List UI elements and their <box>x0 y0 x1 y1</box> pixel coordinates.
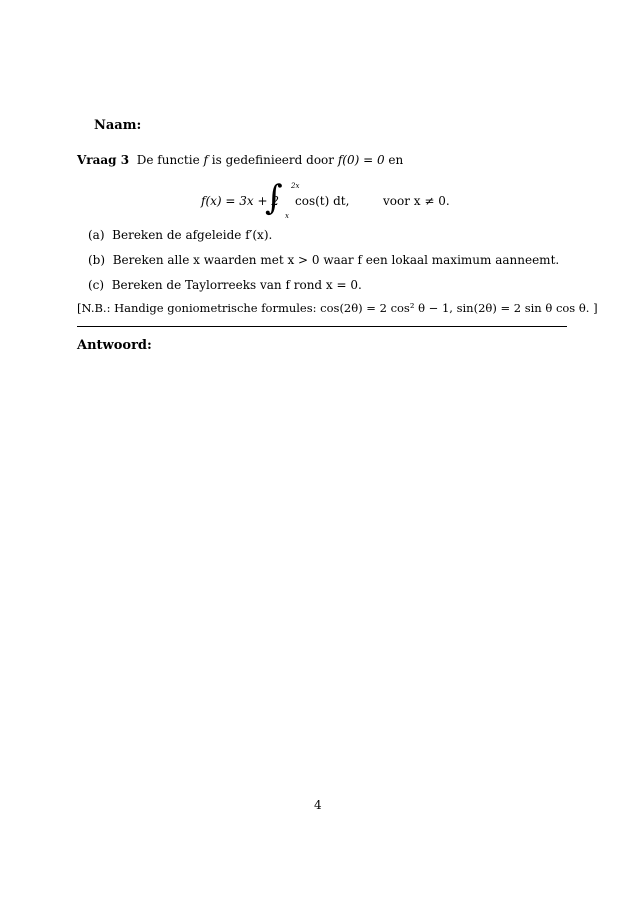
note-formulas: [N.B.: Handige goniometrische formules: cos(2θ) = 2 cos² θ − 1, sin(2θ) = 2 sin θ cos θ. ] <box>77 301 598 315</box>
part-b <box>88 253 559 267</box>
part-a-label: (a) <box>88 228 105 242</box>
equation-integrand: cos(t) dt, <box>295 194 350 208</box>
part-c-text: Bereken de Taylorreeks van f rond x = 0. <box>111 278 362 292</box>
part-c-label: (c) <box>88 278 105 292</box>
intro-condition: f(0) = 0 <box>337 153 385 167</box>
intro-function-symbol: f <box>203 153 208 167</box>
equation-condition: voor x ≠ 0. <box>383 194 450 208</box>
intro-text-a: De functie <box>136 153 204 167</box>
part-b-label: (b) <box>88 253 106 267</box>
integral-upper-limit: 2x <box>291 182 300 190</box>
integral-lower-limit: x <box>285 212 289 220</box>
part-a-text: Bereken de afgeleide f′(x). <box>112 228 273 242</box>
equation-lhs: f(x) = 3x + 2 <box>201 194 279 208</box>
name-label: Naam: <box>94 118 142 133</box>
intro-text-c: en <box>384 153 404 167</box>
question-label: Vraag 3 <box>77 153 130 167</box>
intro-text-b: is gedefinieerd door <box>207 153 338 167</box>
horizontal-rule <box>77 326 567 327</box>
part-a <box>88 228 272 242</box>
part-c <box>88 278 362 292</box>
page-number: 4 <box>314 798 322 812</box>
question-intro <box>77 153 403 167</box>
answer-label: Antwoord: <box>77 338 152 353</box>
part-b-text: Bereken alle x waarden met x > 0 waar f een lokaal maximum aanneemt. <box>112 253 560 267</box>
integral-sign: ∫ <box>265 178 283 218</box>
